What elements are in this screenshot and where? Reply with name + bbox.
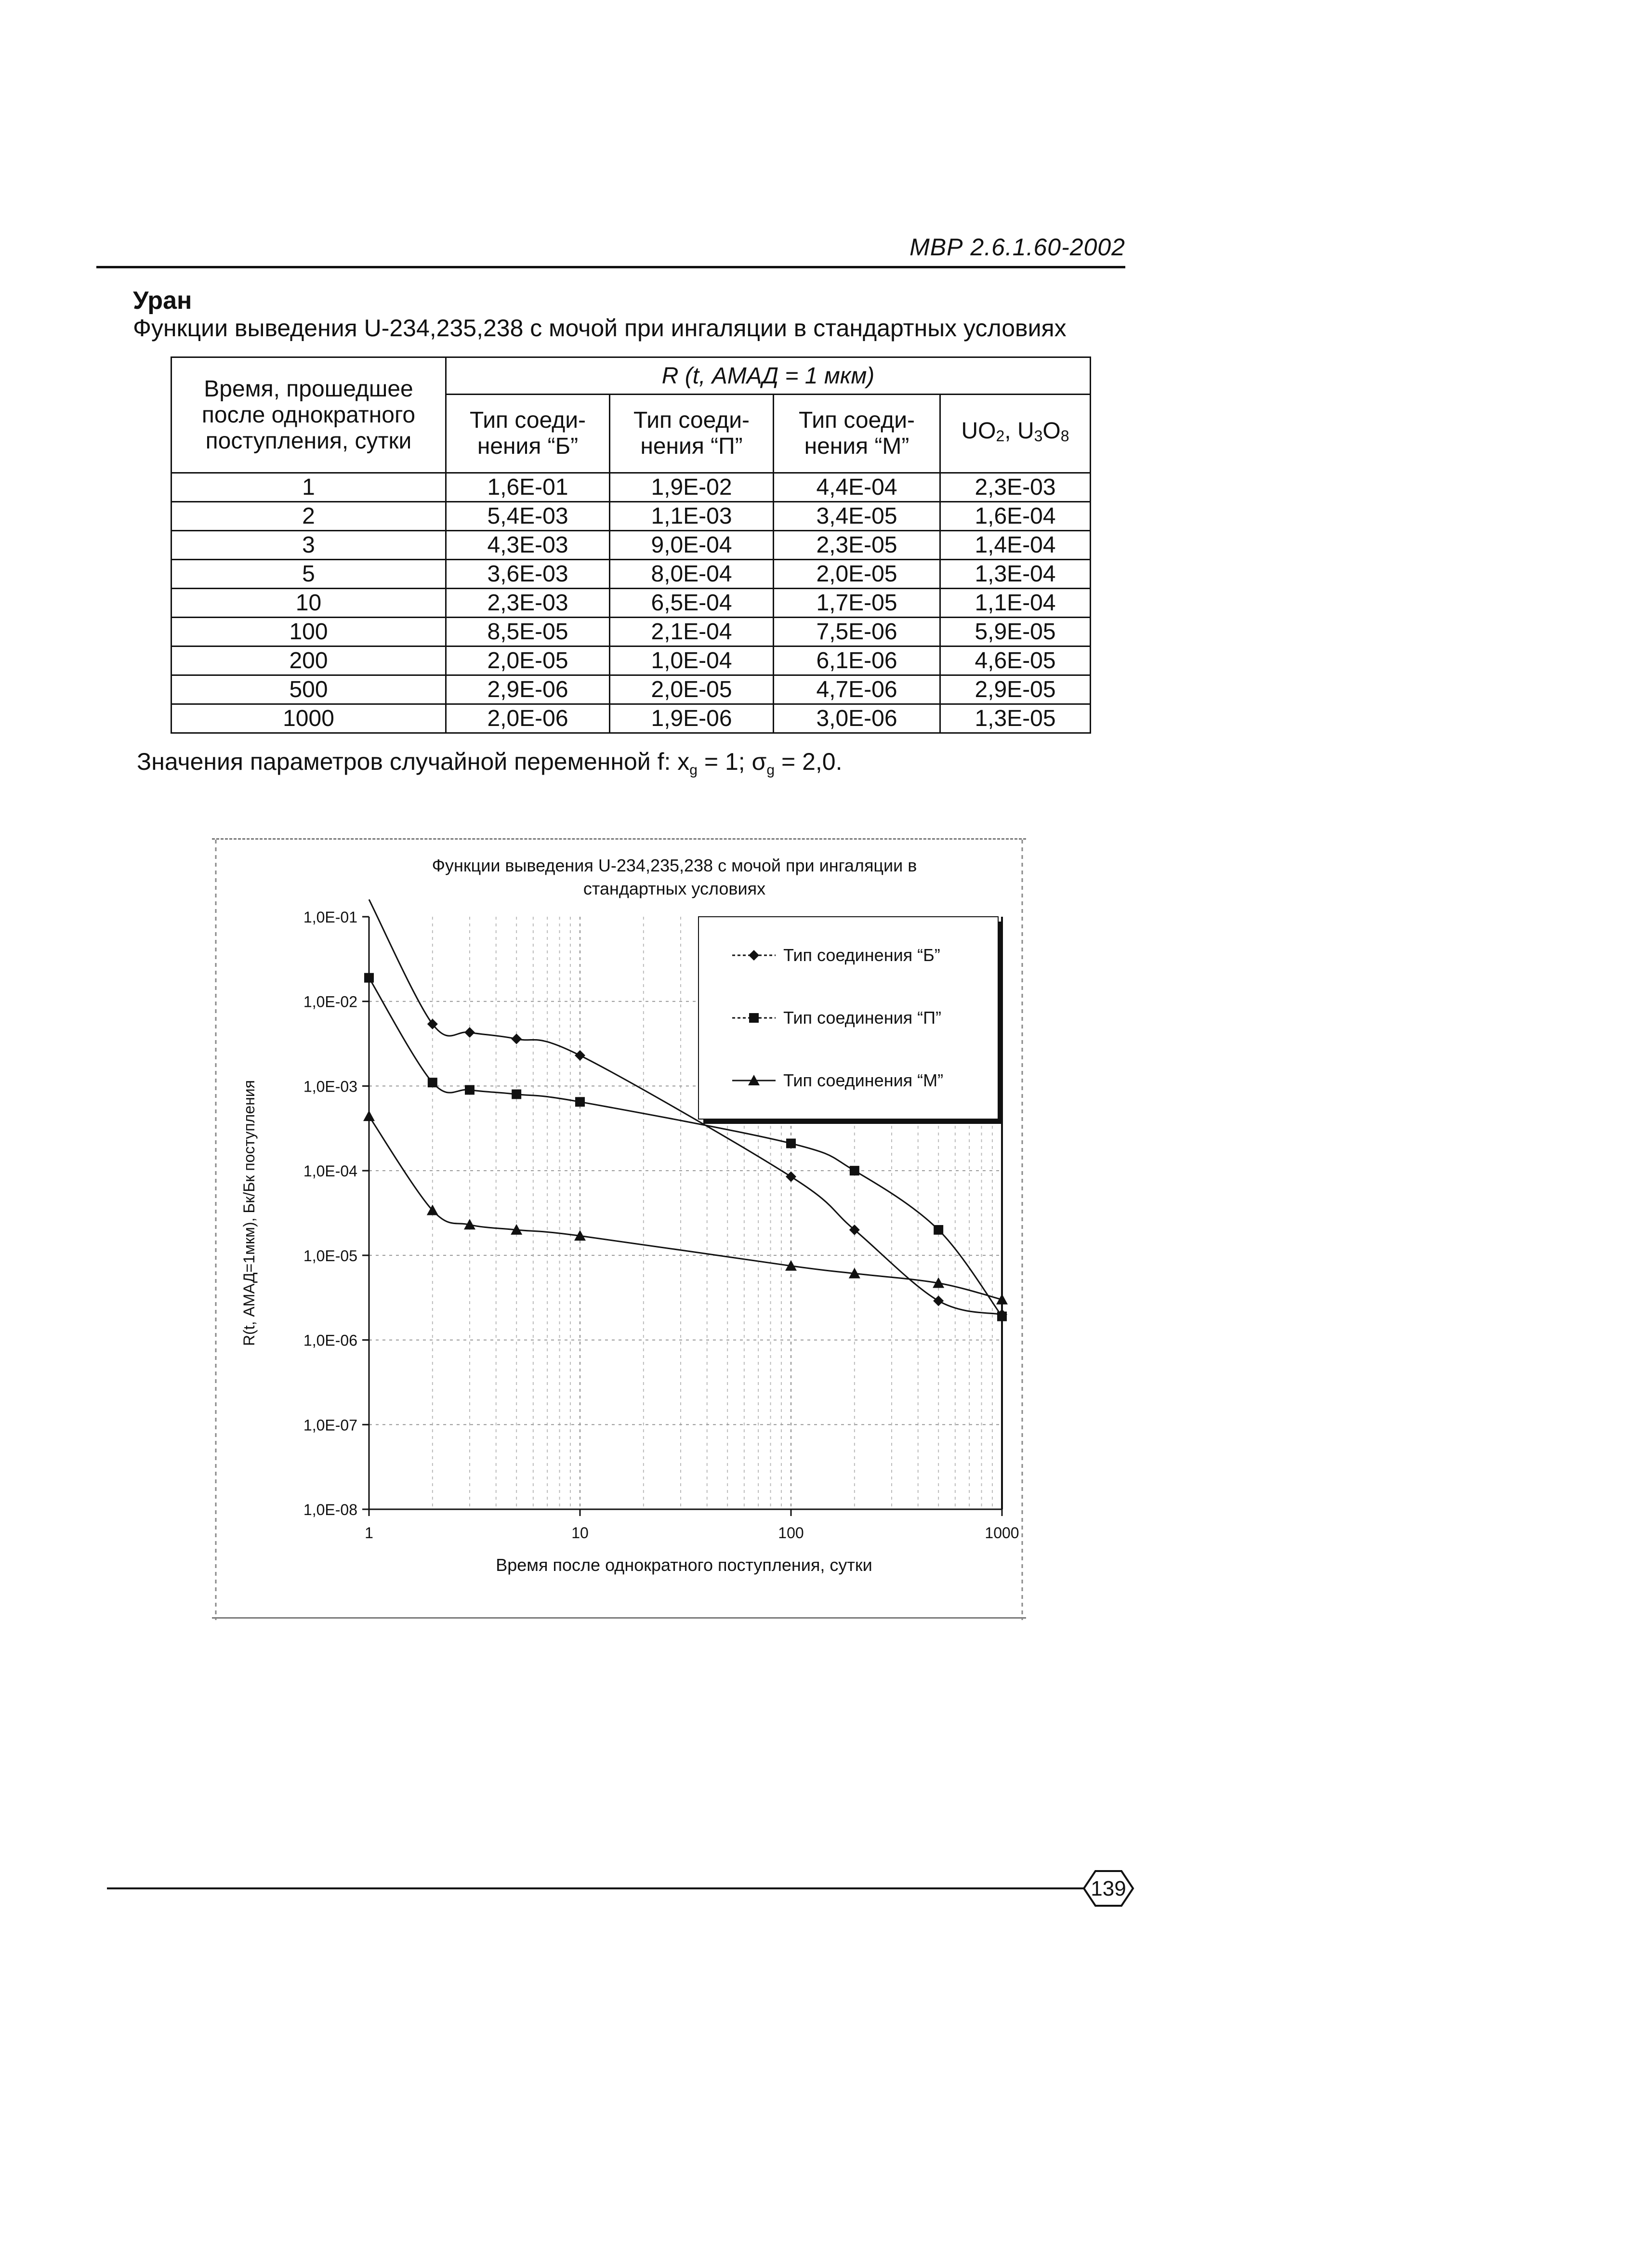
value-cell: 1,6E-04: [940, 502, 1091, 531]
time-cell: 100: [171, 618, 446, 646]
square-marker: [465, 1085, 474, 1094]
table-caption: Функции выведения U-234,235,238 с мочой при ингаляции в стандартных условиях: [133, 315, 1067, 342]
table-row: [171, 704, 1091, 733]
diamond-marker: [464, 1027, 475, 1038]
time-cell: 500: [171, 675, 446, 704]
table-row: [171, 531, 1091, 560]
y-tick-label: 1,0E-01: [303, 909, 357, 926]
legend-label: Тип соединения “П”: [783, 1008, 942, 1028]
value-cell: 2,3E-05: [774, 531, 940, 560]
chart: [212, 840, 1026, 1620]
table-row: [171, 502, 1091, 531]
value-cell: 1,9E-06: [610, 704, 774, 733]
value-cell: 1,4E-04: [940, 531, 1091, 560]
page-number-badge: [1082, 1869, 1135, 1908]
y-axis-title: R(t, АМАД=1мкм), Бк/Бк поступления: [240, 1080, 258, 1346]
y-tick-label: 1,0E-06: [303, 1332, 357, 1349]
value-cell: 2,3E-03: [940, 473, 1091, 502]
triangle-marker: [363, 1110, 375, 1121]
value-cell: 8,0E-04: [610, 560, 774, 589]
value-cell: 3,0E-06: [774, 704, 940, 733]
y-tick-label: 1,0E-03: [303, 1078, 357, 1095]
value-cell: 8,5E-05: [446, 618, 610, 646]
value-cell: 3,4E-05: [774, 502, 940, 531]
value-cell: 5,4E-03: [446, 502, 610, 531]
table-row: [171, 675, 1091, 704]
time-column-header: Время, прошедшее после однократного поступления, сутки: [171, 357, 446, 473]
legend-square-marker: [749, 1013, 759, 1023]
value-cell: 4,6E-05: [940, 646, 1091, 675]
value-cell: 3,6E-03: [446, 560, 610, 589]
footer-rule: [107, 1887, 1085, 1889]
value-cell: 9,0E-04: [610, 531, 774, 560]
value-cell: 1,1E-04: [940, 589, 1091, 618]
chart-title-line: стандартных условиях: [583, 879, 766, 898]
x-tick-label: 1000: [985, 1524, 1019, 1542]
y-tick-label: 1,0E-07: [303, 1416, 357, 1434]
table-row: [171, 618, 1091, 646]
x-tick-label: 100: [778, 1524, 804, 1542]
y-tick-label: 1,0E-08: [303, 1501, 357, 1518]
chart-frame: [212, 838, 1026, 1619]
value-cell: 1,3E-05: [940, 704, 1091, 733]
value-cell: 2,9E-05: [940, 675, 1091, 704]
page-number: 139: [1091, 1877, 1126, 1900]
square-marker: [428, 1078, 437, 1087]
value-cell: 5,9E-05: [940, 618, 1091, 646]
square-marker: [364, 973, 374, 983]
time-cell: 1: [171, 473, 446, 502]
time-cell: 5: [171, 560, 446, 589]
value-cell: 6,1E-06: [774, 646, 940, 675]
y-tick-label: 1,0E-05: [303, 1247, 357, 1265]
value-cell: 1,9E-02: [610, 473, 774, 502]
square-marker: [512, 1089, 521, 1099]
series-line: [369, 1116, 1002, 1300]
header-rule: [96, 266, 1125, 268]
value-cell: 1,3E-04: [940, 560, 1091, 589]
y-tick-label: 1,0E-02: [303, 993, 357, 1011]
square-marker: [850, 1166, 859, 1175]
legend-label: Тип соединения “М”: [783, 1070, 944, 1090]
document-code: МВР 2.6.1.60-2002: [909, 234, 1125, 261]
column-header-p: Тип соеди- нения “П”: [610, 395, 774, 473]
legend-label: Тип соединения “Б”: [783, 945, 940, 965]
value-cell: 4,3E-03: [446, 531, 610, 560]
square-marker: [934, 1225, 943, 1235]
value-cell: 2,0E-05: [446, 646, 610, 675]
value-cell: 4,7E-06: [774, 675, 940, 704]
value-cell: 2,0E-05: [610, 675, 774, 704]
column-header-b: Тип соеди- нения “Б”: [446, 395, 610, 473]
x-axis-title: Время после однократного поступления, сутки: [496, 1555, 872, 1575]
value-cell: 2,9E-06: [446, 675, 610, 704]
parameters-note: Значения параметров случайной переменной f: $x_g = 1$; $\sigma_g = 2,0$.: [137, 748, 843, 778]
value-cell: 1,6E-01: [446, 473, 610, 502]
diamond-marker: [933, 1295, 944, 1306]
table-row: [171, 560, 1091, 589]
square-marker: [997, 1312, 1007, 1321]
data-table: [171, 356, 1091, 734]
value-cell: 7,5E-06: [774, 618, 940, 646]
value-cell: 1,0E-04: [610, 646, 774, 675]
time-cell: 200: [171, 646, 446, 675]
x-tick-label: 10: [571, 1524, 589, 1542]
time-cell: 3: [171, 531, 446, 560]
table-body: [171, 473, 1091, 733]
time-cell: 10: [171, 589, 446, 618]
section-title: Уран: [133, 287, 192, 315]
square-marker: [575, 1097, 585, 1107]
table-row: [171, 589, 1091, 618]
value-cell: 6,5E-04: [610, 589, 774, 618]
time-cell: 2: [171, 502, 446, 531]
diamond-marker: [786, 1172, 796, 1182]
column-header-m: Тип соеди- нения “М”: [774, 395, 940, 473]
diamond-marker: [575, 1050, 585, 1061]
y-tick-label: 1,0E-04: [303, 1162, 357, 1180]
x-tick-label: 1: [365, 1524, 373, 1542]
square-marker: [786, 1139, 796, 1148]
time-cell: 1000: [171, 704, 446, 733]
diamond-marker: [511, 1034, 522, 1044]
table-row: [171, 646, 1091, 675]
column-header-uo2-u3o8: $UO_2$, $U_3O_8$: [940, 395, 1091, 473]
chart-title-line: Функции выведения U-234,235,238 с мочой при ингаляции в: [432, 856, 917, 875]
value-cell: 2,1E-04: [610, 618, 774, 646]
value-cell: 2,3E-03: [446, 589, 610, 618]
value-cell: 1,7E-05: [774, 589, 940, 618]
table-row: [171, 473, 1091, 502]
value-cell: 1,1E-03: [610, 502, 774, 531]
value-cell: 2,0E-06: [446, 704, 610, 733]
r-group-header: R (t, АМАД = 1 мкм): [446, 357, 1091, 395]
value-cell: 4,4E-04: [774, 473, 940, 502]
value-cell: 2,0E-05: [774, 560, 940, 589]
